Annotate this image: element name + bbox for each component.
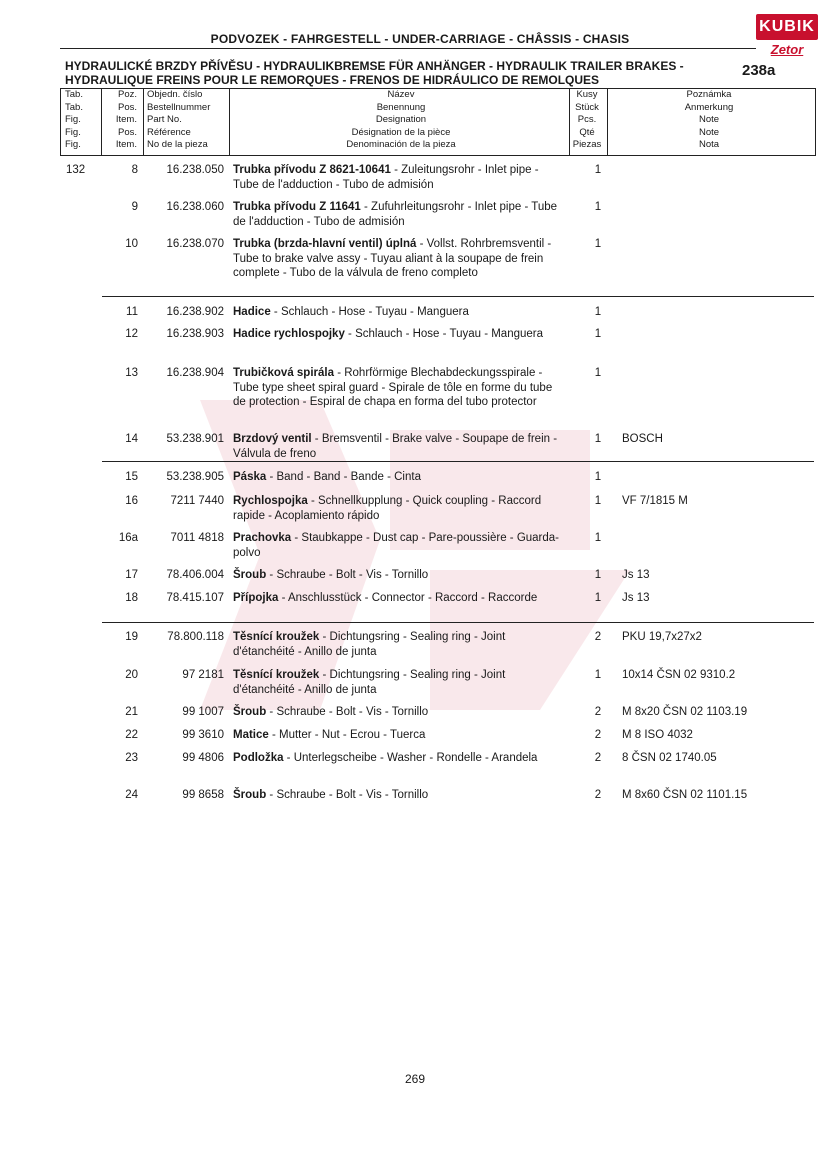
title-divider <box>60 48 756 49</box>
part-name-cz: Rychlospojka <box>233 495 308 507</box>
header-text: Tab. <box>65 89 83 100</box>
header-text: Qté <box>579 126 595 138</box>
note: M 8x20 ČSN 02 1103.19 <box>622 706 748 718</box>
column-divider <box>143 89 144 155</box>
logo-kubik-text: KUBIK <box>756 14 818 40</box>
quantity: 1 <box>594 471 602 483</box>
part-name-cz: Prachovka <box>233 532 292 544</box>
note: 8 ČSN 02 1740.05 <box>622 752 717 764</box>
part-number: 53.238.901 <box>166 433 224 445</box>
part-description <box>233 305 563 320</box>
part-name-cz: Trubka přívodu Z 11641 <box>233 201 361 213</box>
item-number: 21 <box>125 706 138 718</box>
note: Js 13 <box>622 569 650 581</box>
page-code: 238a <box>742 62 776 79</box>
quantity: 2 <box>594 752 602 764</box>
part-number: 53.238.905 <box>166 471 224 483</box>
part-number: 16.238.903 <box>166 328 224 340</box>
column-divider <box>607 89 608 155</box>
part-translations: - Schraube - Bolt - Vis - Tornillo <box>266 569 429 581</box>
header-text: Tab. <box>65 101 83 113</box>
item-number: 8 <box>131 164 138 176</box>
header-text: Pos. <box>117 101 137 113</box>
quantity: 2 <box>594 729 602 741</box>
part-description <box>233 432 563 461</box>
part-number: 99 1007 <box>182 706 224 718</box>
header-text: Kusy <box>576 89 598 100</box>
header-text: Piezas <box>572 139 602 151</box>
column-divider <box>101 89 102 155</box>
part-name-cz: Šroub <box>233 706 267 718</box>
header-text: Désignation de la pièce <box>351 126 451 138</box>
column-header-name <box>233 89 569 155</box>
part-name-cz: Šroub <box>233 569 267 581</box>
part-name-cz: Těsnící kroužek <box>233 631 320 643</box>
header-text: Référence <box>147 126 191 138</box>
part-translations: - Anschlusstück - Connector - Raccord - Raccorde <box>278 592 538 604</box>
item-number: 12 <box>125 328 138 340</box>
part-number: 16.238.904 <box>166 367 224 379</box>
kubik-zetor-logo <box>756 14 818 62</box>
quantity: 1 <box>594 367 602 379</box>
header-text: Pcs. <box>577 114 597 126</box>
part-description <box>233 668 563 697</box>
part-translations: - Schlauch - Hose - Tuyau - Manguera <box>270 306 469 318</box>
part-translations: - Schraube - Bolt - Vis - Tornillo <box>266 789 429 801</box>
header-text: Anmerkung <box>684 101 734 113</box>
part-translations: - Bremsventil - Brake valve - Soupape de frein - Válvula de freno <box>233 433 558 460</box>
part-description <box>233 751 563 766</box>
quantity: 1 <box>594 433 602 445</box>
page-number: 269 <box>404 1072 426 1086</box>
quantity: 1 <box>594 164 602 176</box>
note: M 8 ISO 4032 <box>622 729 693 741</box>
header-text: Designation <box>375 114 427 126</box>
quantity: 1 <box>594 306 602 318</box>
part-name-cz: Hadice rychlospojky <box>233 328 345 340</box>
part-number: 99 4806 <box>182 752 224 764</box>
column-divider <box>229 89 230 155</box>
part-number: 78.415.107 <box>166 592 224 604</box>
part-translations: - Schnellkupplung - Quick coupling - Raccord rapide - Acoplamiento rápido <box>233 495 542 522</box>
header-text: Benennung <box>376 101 426 113</box>
item-number: 15 <box>125 471 138 483</box>
part-translations: - Rohrförmige Blechabdeckungsspirale - Tube type sheet spiral guard - Spirale de tôle en forme du tube de protection - Espiral de chapa en forma del tubo protector <box>233 367 553 408</box>
header-text: Item. <box>115 139 137 151</box>
item-number: 18 <box>125 592 138 604</box>
header-text: Objedn. číslo <box>147 89 203 100</box>
header-text: Název <box>387 89 415 100</box>
header-text: Part No. <box>147 114 182 126</box>
item-number: 9 <box>131 201 138 213</box>
quantity: 2 <box>594 789 602 801</box>
part-number: 16.238.060 <box>166 201 224 213</box>
note: M 8x60 ČSN 02 1101.15 <box>622 789 748 801</box>
item-number: 24 <box>125 789 138 801</box>
part-translations: - Dichtungsring - Sealing ring - Joint d'étanchéité - Anillo de junta <box>233 669 506 696</box>
item-number: 17 <box>125 569 138 581</box>
part-translations: - Schraube - Bolt - Vis - Tornillo <box>266 706 429 718</box>
part-name-cz: Brzdový ventil <box>233 433 312 445</box>
section-subtitle-line2: HYDRAULIQUE FREINS POUR LE REMORQUES - FRENOS DE HIDRÁULICO DE REMOLQUES <box>65 73 600 87</box>
part-name-cz: Trubka přívodu Z 8621-10641 <box>233 164 391 176</box>
part-name-cz: Trubka (brzda-hlavní ventil) úplná <box>233 238 417 250</box>
header-text: Fig. <box>65 114 81 126</box>
group-divider <box>102 622 814 623</box>
header-text: Note <box>698 126 720 138</box>
part-translations: - Unterlegscheibe - Washer - Rondelle - Arandela <box>283 752 538 764</box>
item-number: 14 <box>125 433 138 445</box>
part-translations: - Zufuhrleitungsrohr - Inlet pipe - Tube de l'adduction - Tubo de admisión <box>233 201 558 228</box>
item-number: 11 <box>126 306 138 318</box>
note: BOSCH <box>622 433 663 445</box>
part-name-cz: Matice <box>233 729 269 741</box>
part-description <box>233 366 563 410</box>
group-divider <box>102 461 814 462</box>
quantity: 1 <box>594 201 602 213</box>
header-text: Item. <box>115 114 137 126</box>
item-number: 16 <box>125 495 138 507</box>
part-number: 16.238.070 <box>166 238 224 250</box>
item-number: 19 <box>125 631 138 643</box>
quantity: 2 <box>594 706 602 718</box>
part-description <box>233 788 563 803</box>
part-description <box>233 494 563 523</box>
quantity: 1 <box>594 532 602 544</box>
part-description <box>233 630 563 659</box>
header-text: Denominación de la pieza <box>346 139 456 151</box>
item-number: 10 <box>125 238 138 250</box>
part-translations: - Zuleitungsrohr - Inlet pipe - Tube de l'adduction - Tubo de admisión <box>233 164 539 191</box>
header-text: Fig. <box>65 139 81 151</box>
header-text: Bestellnummer <box>147 101 211 113</box>
part-translations: - Schlauch - Hose - Tuyau - Manguera <box>344 328 544 340</box>
header-text: Pos. <box>117 126 137 138</box>
part-translations: - Dichtungsring - Sealing ring - Joint d'étanchéité - Anillo de junta <box>233 631 506 658</box>
quantity: 1 <box>594 569 602 581</box>
part-number: 99 8658 <box>182 789 224 801</box>
header-text: Stück <box>575 101 599 113</box>
section-subtitle-line1: HYDRAULICKÉ BRZDY PŘÍVĚSU - HYDRAULIKBREMSE FÜR ANHÄNGER - HYDRAULIK TRAILER BRAKES - <box>65 59 684 73</box>
part-number: 97 2181 <box>182 669 224 681</box>
part-description <box>233 568 563 583</box>
quantity: 1 <box>594 238 602 250</box>
logo-zetor-text: Zetor <box>770 42 804 57</box>
note: VF 7/1815 M <box>622 495 688 507</box>
item-number: 22 <box>125 729 138 741</box>
part-description <box>233 237 563 281</box>
column-header-position <box>105 89 137 155</box>
column-header-quantity <box>569 89 605 155</box>
part-number: 16.238.050 <box>166 164 224 176</box>
header-text: Note <box>698 114 720 126</box>
note: PKU 19,7x27x2 <box>622 631 702 643</box>
quantity: 1 <box>594 669 602 681</box>
part-description <box>233 705 563 720</box>
part-translations: - Vollst. Rohrbremsventil - Tube to brake valve assy - Tuyau aliant à la soupape de frein complete - Tubo de la válvula de freno completo <box>233 238 552 279</box>
part-description <box>233 531 563 560</box>
page-title: PODVOZEK - FAHRGESTELL - UNDER-CARRIAGE - CHÂSSIS - CHASIS <box>210 32 630 46</box>
header-text: Poznámka <box>686 89 732 100</box>
column-header-note <box>609 89 809 155</box>
part-number: 16.238.902 <box>166 306 224 318</box>
part-description <box>233 327 563 342</box>
part-description <box>233 728 563 743</box>
item-number: 23 <box>125 752 138 764</box>
part-name-cz: Podložka <box>233 752 284 764</box>
header-text: Nota <box>698 139 720 151</box>
part-name-cz: Přípojka <box>233 592 279 604</box>
column-header-table <box>60 88 816 156</box>
column-header-part-number <box>147 89 237 155</box>
part-name-cz: Těsnící kroužek <box>233 669 320 681</box>
item-number: 16a <box>118 532 138 544</box>
part-translations: - Staubkappe - Dust cap - Pare-poussière - Guarda-polvo <box>233 532 560 559</box>
part-number: 99 3610 <box>182 729 224 741</box>
quantity: 1 <box>594 592 602 604</box>
note: Js 13 <box>622 592 650 604</box>
part-description <box>233 200 563 229</box>
part-number: 7211 7440 <box>170 495 224 507</box>
part-name-cz: Páska <box>233 471 267 483</box>
part-number: 78.406.004 <box>166 569 224 581</box>
quantity: 1 <box>594 328 602 340</box>
quantity: 1 <box>594 495 602 507</box>
part-name-cz: Hadice <box>233 306 271 318</box>
part-number: 78.800.118 <box>167 631 224 643</box>
part-number: 7011 4818 <box>170 532 224 544</box>
part-translations: - Band - Band - Bande - Cinta <box>266 471 421 483</box>
header-text: Poz. <box>117 89 137 100</box>
header-text: No de la pieza <box>147 139 208 151</box>
header-text: Fig. <box>65 126 81 138</box>
fig-number: 132 <box>66 164 86 176</box>
group-divider <box>102 296 814 297</box>
part-description <box>233 163 563 192</box>
item-number: 13 <box>125 367 138 379</box>
part-description <box>233 591 563 606</box>
part-name-cz: Šroub <box>233 789 267 801</box>
part-translations: - Mutter - Nut - Ecrou - Tuerca <box>268 729 426 741</box>
quantity: 2 <box>594 631 602 643</box>
part-description <box>233 470 563 485</box>
item-number: 20 <box>125 669 138 681</box>
note: 10x14 ČSN 02 9310.2 <box>622 669 736 681</box>
column-header-tab <box>65 89 101 155</box>
part-name-cz: Trubičková spirála <box>233 367 334 379</box>
